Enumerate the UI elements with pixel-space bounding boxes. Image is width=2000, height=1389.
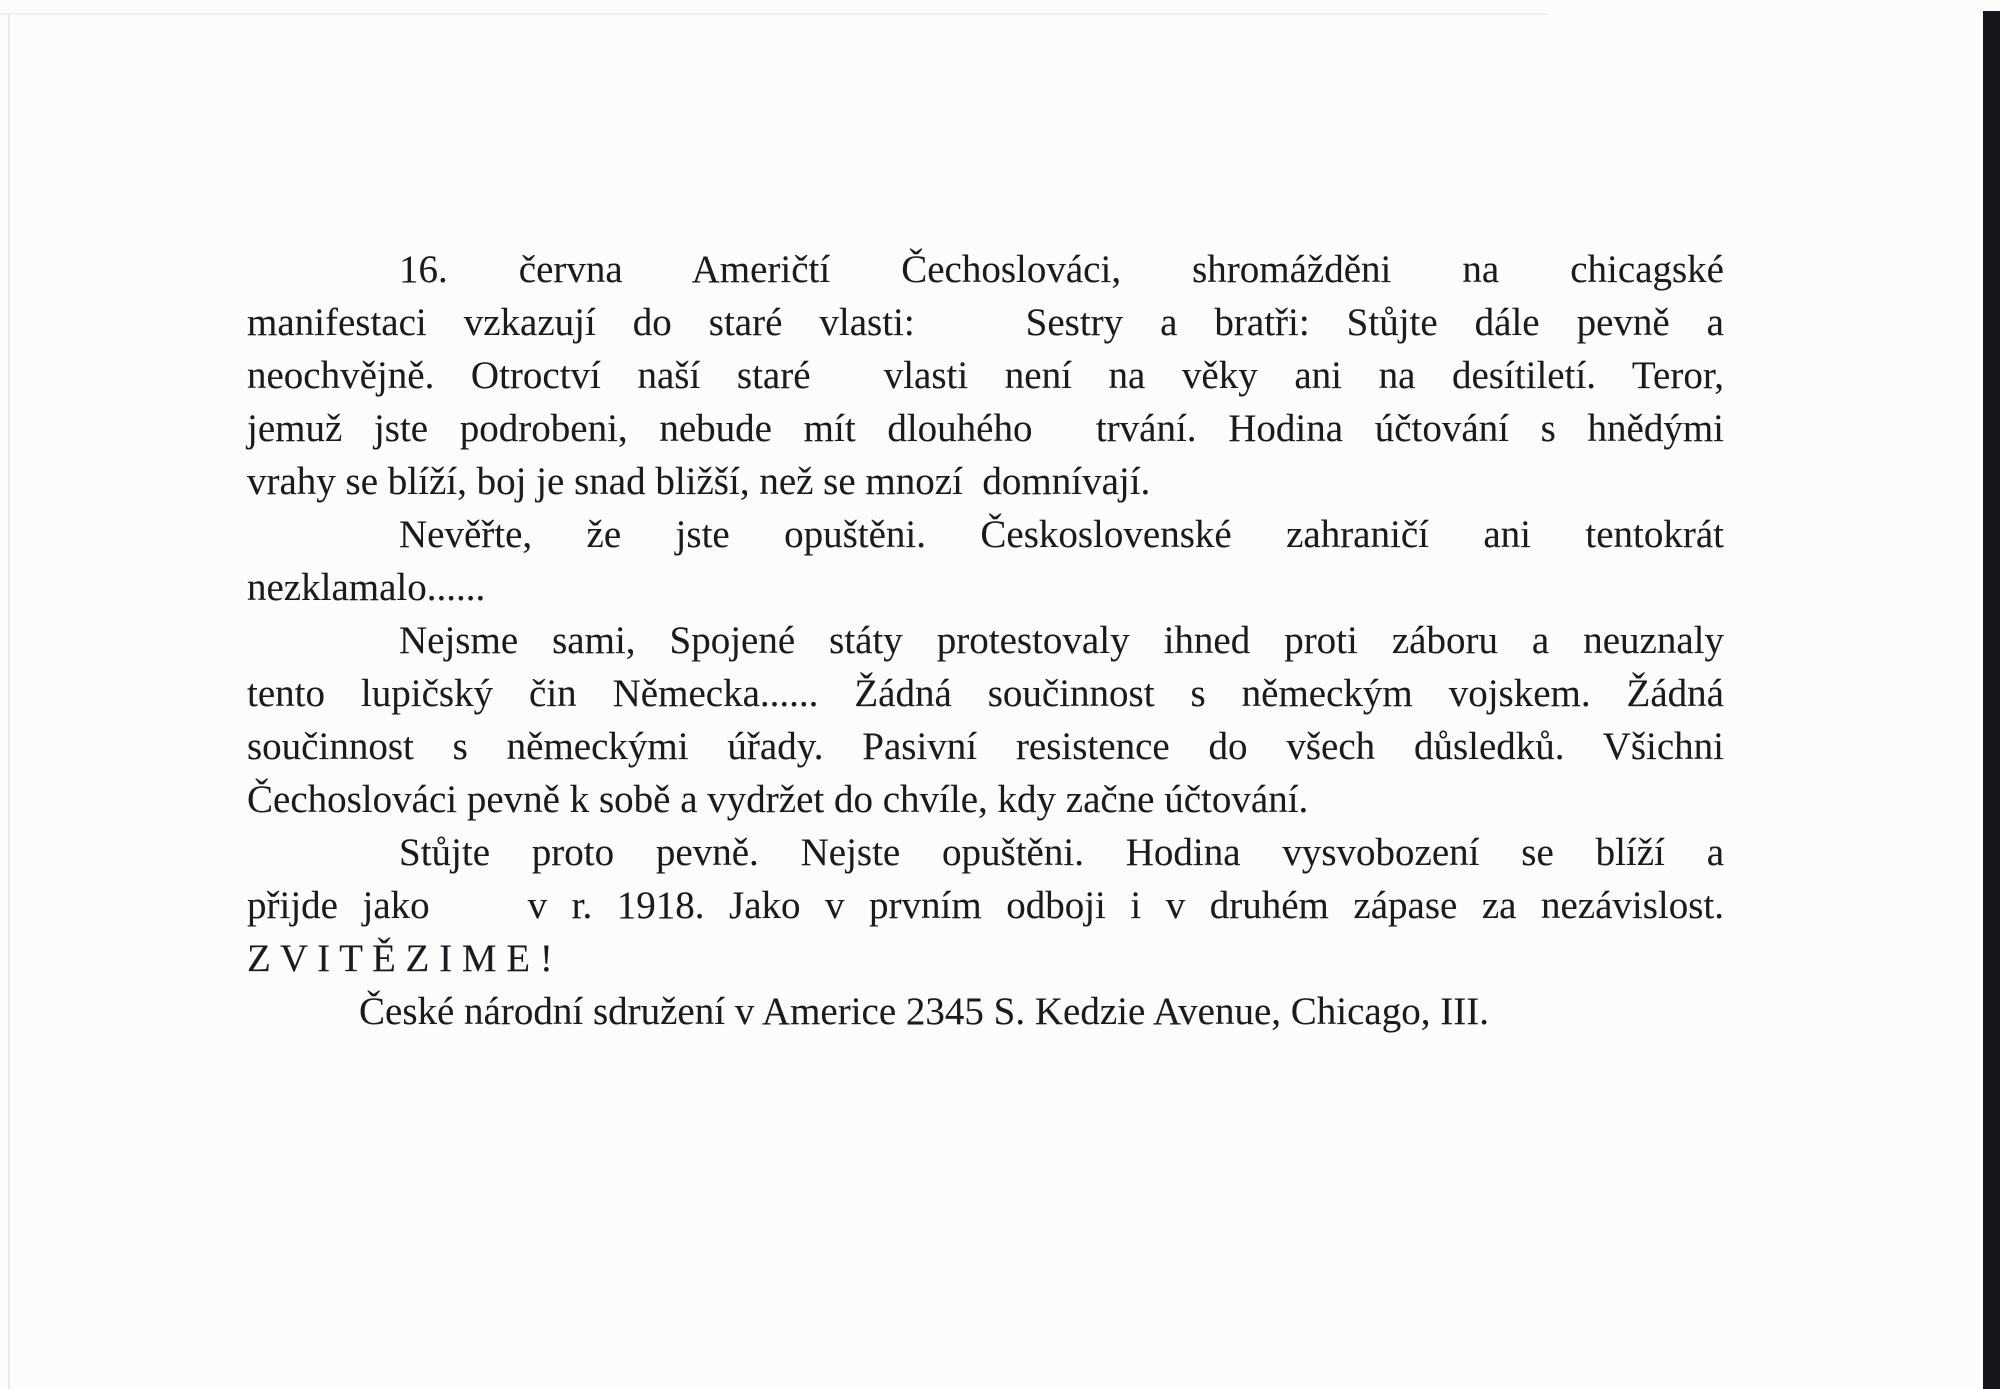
text-line: Nejsme sami, Spojené státy protestovaly ihned proti záboru a neuznaly (399, 619, 1724, 662)
text-line: manifestaci vzkazují do staré vlasti: Sestry a bratři: Stůjte dále pevně a (247, 301, 1724, 344)
text-line: přijde jako v r. 1918. Jako v prvním odboji i v druhém zápase za nezávislost. (247, 884, 1724, 927)
text-line: 16. června Američtí Čechoslováci, shromážděni na chicagské (399, 248, 1724, 291)
scan-hairline-left (8, 14, 10, 1389)
scan-edge-bar (1983, 11, 2000, 1389)
text-line: neochvějně. Otroctví naší staré vlasti není na věky ani na desítiletí. Teror, (247, 354, 1724, 397)
text-line: součinnost s německými úřady. Pasivní resistence do všech důsledků. Všichni (247, 725, 1724, 768)
text-line: České národní sdružení v Americe 2345 S. Kedzie Avenue, Chicago, III. (359, 990, 1489, 1033)
text-line: Stůjte proto pevně. Nejste opuštěni. Hodina vysvobození se blíží a (399, 831, 1724, 874)
text-line: Nevěřte, že jste opuštěni. Československé zahraničí ani tentokrát (399, 513, 1724, 556)
scan-hairline-top (0, 13, 1548, 15)
text-line: nezklamalo...... (247, 566, 486, 609)
text-line: Čechoslováci pevně k sobě a vydržet do chvíle, kdy začne účtování. (247, 778, 1309, 821)
text-line: Z V I T Ě Z I M E ! (247, 937, 553, 980)
text-line: jemuž jste podrobeni, nebude mít dlouhého trvání. Hodina účtování s hnědými (247, 407, 1724, 450)
text-line: tento lupičský čin Německa...... Žádná součinnost s německým vojskem. Žádná (247, 672, 1724, 715)
document-text-block (247, 243, 1724, 1038)
text-line: vrahy se blíží, boj je snad bližší, než se mnozí domnívají. (247, 460, 1151, 503)
